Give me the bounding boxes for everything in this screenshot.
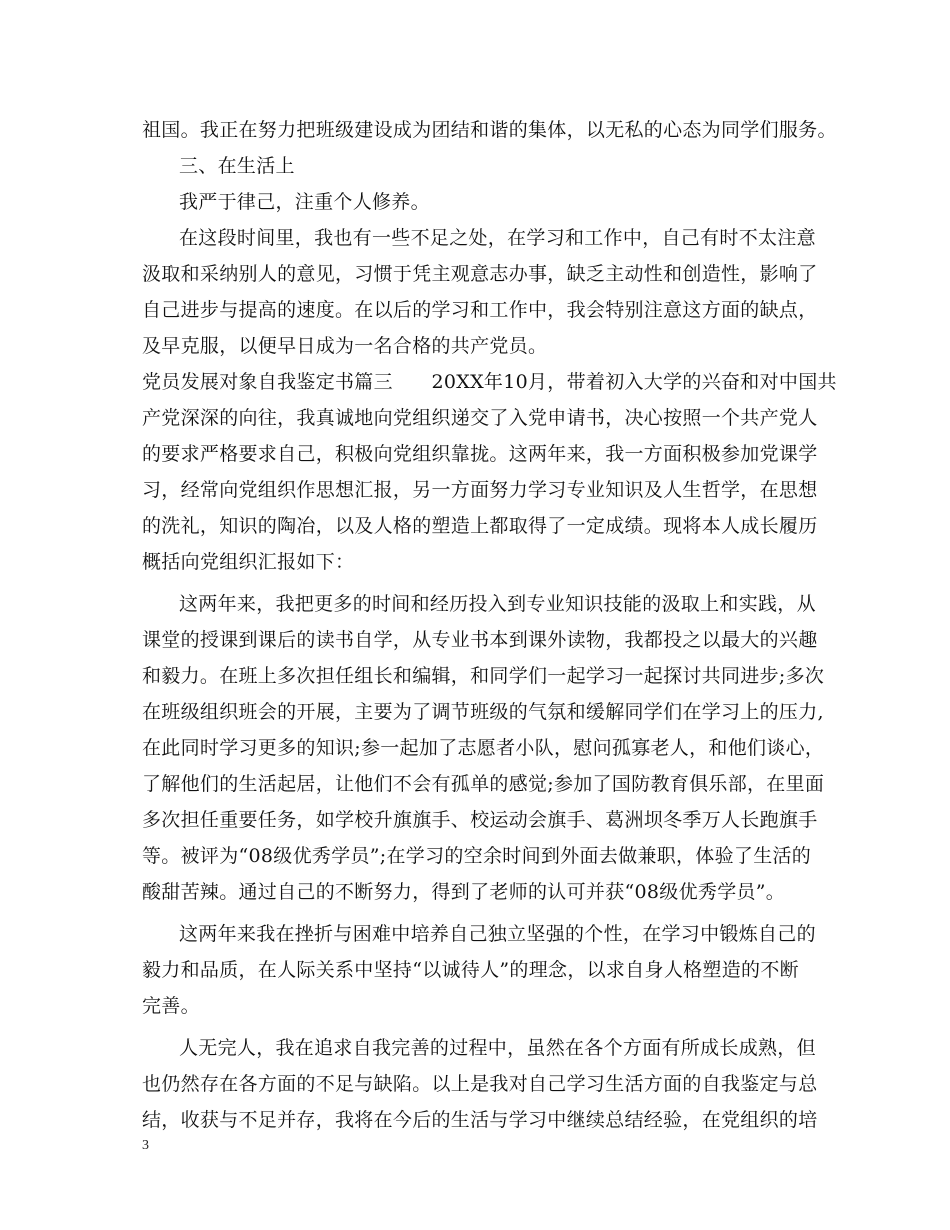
text-line: 和毅力。在班上多次担任组长和编辑，和同学们一起学习一起探讨共同进步;多次 [142,665,825,687]
text-line: 酸甜苦辣。通过自己的不断努力，得到了老师的认可并获“08级优秀学员”。 [142,881,786,903]
article-title-line: 党员发展对象自我鉴定书篇三 20XX年10月，带着初入大学的兴奋和对中国共 [142,371,837,393]
text-line: 祖国。我正在努力把班级建设成为团结和谐的集体，以无私的心态为同学们服务。 [142,119,837,141]
text-line: 自己进步与提高的速度。在以后的学习和工作中，我会特别注意这方面的缺点， [142,299,818,321]
page-number: 3 [142,1138,149,1153]
text-line: 概括向党组织汇报如下： [142,551,355,573]
text-line: 在此同时学习更多的知识;参一起加了志愿者小队，慰问孤寡老人，和他们谈心， [142,737,825,759]
text-line: 人无完人，我在追求自我完善的过程中，虽然在各个方面有所成长成熟，但 [179,1037,816,1059]
text-line: 这两年来我在挫折与困难中培养自己独立坚强的个性，在学习中锻炼自己的 [179,923,816,945]
text-line: 等。被评为“08级优秀学员”;在学习的空余时间到外面去做兼职，体验了生活的 [142,845,812,867]
section-heading: 三、在生活上 [179,155,295,177]
text-line: 课堂的授课到课后的读书自学，从专业书本到课外读物，我都投之以最大的兴趣 [142,629,818,651]
text-line: 的洗礼，知识的陶冶，以及人格的塑造上都取得了一定成绩。现将本人成长履历 [142,515,818,537]
text-line: 产党深深的向往，我真诚地向党组织递交了入党申请书，决心按照一个共产党人 [142,407,818,429]
text-line: 的要求严格要求自己，积极向党组织靠拢。这两年来，我一方面积极参加党课学 [142,443,818,465]
text-line: 多次担任重要任务，如学校升旗旗手、校运动会旗手、葛洲坝冬季万人长跑旗手 [142,809,818,831]
text-line: 在这段时间里，我也有一些不足之处，在学习和工作中，自己有时不太注意 [179,227,816,249]
text-line: 在班级组织班会的开展，主要为了调节班级的气氛和缓解同学们在学习上的压力, [142,701,824,723]
text-line: 结，收获与不足并存，我将在今后的生活与学习中继续总结经验，在党组织的培 [142,1109,818,1131]
text-line: 习，经常向党组织作思想汇报，另一方面努力学习专业知识及人生哲学，在思想 [142,479,818,501]
text-line: 毅力和品质，在人际关系中坚持“以诚待人”的理念，以求自身人格塑造的不断 [142,959,799,981]
text-line: 这两年来，我把更多的时间和经历投入到专业知识技能的汲取上和实践，从 [179,593,816,615]
text-line: 及早克服，以便早日成为一名合格的共产党员。 [142,335,548,357]
text-line: 完善。 [142,995,200,1017]
text-line: 我严于律己，注重个人修养。 [179,191,430,213]
text-line: 汲取和采纳别人的意见，习惯于凭主观意志办事，缺乏主动性和创造性，影响了 [142,263,818,285]
text-line: 也仍然存在各方面的不足与缺陷。以上是我对自己学习生活方面的自我鉴定与总 [142,1073,818,1095]
text-line: 了解他们的生活起居，让他们不会有孤单的感觉;参加了国防教育俱乐部，在里面 [142,773,825,795]
